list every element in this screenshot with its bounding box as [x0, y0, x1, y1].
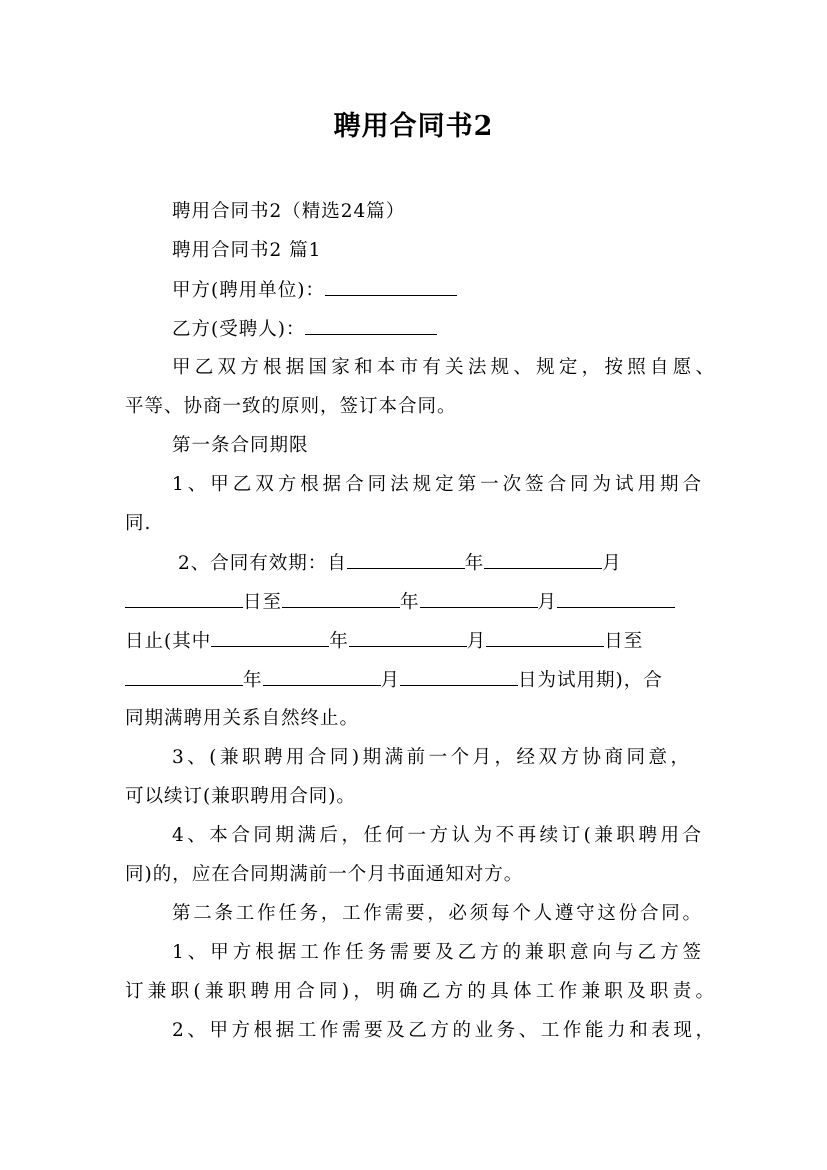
paragraph-line: 同)的，应在合同期满前一个月书面通知对方。 [125, 864, 524, 885]
paragraph-line: 订兼职(兼职聘用合同)，明确乙方的具体工作兼职及职责。 [125, 981, 715, 1002]
term-line-1 [178, 550, 698, 577]
article-heading: 第二条工作任务，工作需要，必须每个人遵守这份合同。 [172, 903, 702, 924]
blank-field [484, 550, 602, 569]
party-a-label: 甲方(聘用单位)： [172, 280, 325, 301]
term-text: 月 [466, 631, 487, 652]
term-text: 年 [329, 631, 349, 652]
paragraph-line: 同. [125, 513, 152, 534]
term-line-3 [125, 628, 715, 655]
paragraph-line: 可以续订(兼职聘用合同)。 [125, 786, 356, 807]
term-text: 年 [464, 553, 485, 574]
article-heading: 第一条合同期限 [172, 435, 309, 456]
paragraph-line: 甲乙双方根据国家和本市有关法规、规定，按照自愿、 [172, 357, 715, 378]
term-line-2 [125, 589, 715, 616]
term-text: 年 [243, 670, 263, 691]
term-text: 日至 [243, 592, 283, 613]
blank-field [125, 667, 243, 686]
term-text: 日止(其中 [125, 631, 212, 652]
paragraph-line: 1、甲方根据工作任务需要及乙方的兼职意向与乙方签 [172, 942, 702, 963]
paragraph-line: 同期满聘用关系自然终止。 [125, 708, 360, 729]
term-text: 日至 [604, 631, 644, 652]
blank-field [486, 628, 604, 647]
blank-field [282, 589, 400, 608]
subtitle-line: 聘用合同书2（精选24篇） [172, 201, 406, 222]
blank-field [400, 667, 518, 686]
paragraph-line: 3、(兼职聘用合同)期满前一个月，经双方协商同意， [172, 747, 690, 768]
blank-field [349, 628, 467, 647]
party-b-label: 乙方(受聘人)： [172, 319, 306, 340]
party-b-line [125, 316, 762, 343]
blank-field [125, 589, 243, 608]
blank-field [211, 628, 329, 647]
blank-field [420, 589, 538, 608]
blank-field [347, 550, 465, 569]
term-text: 月 [537, 592, 558, 613]
paragraph-line: 4、本合同期满后，任何一方认为不再续订(兼职聘用合 [172, 825, 702, 846]
paragraph-line: 1、甲乙双方根据合同法规定第一次签合同为试用期合 [172, 474, 702, 495]
term-text: 月 [602, 553, 622, 574]
blank-field [263, 667, 381, 686]
paragraph-line: 2、甲方根据工作需要及乙方的业务、工作能力和表现， [172, 1020, 715, 1041]
party-a-line [125, 277, 762, 304]
party-a-blank [325, 277, 457, 296]
term-text: 日为试用期)，合 [518, 670, 663, 691]
paragraph-line: 平等、协商一致的原则，签订本合同。 [125, 396, 457, 417]
party-b-blank [305, 316, 437, 335]
term-text: 年 [400, 592, 420, 613]
document-title: 聘用合同书2 [333, 111, 494, 142]
section-heading: 聘用合同书2 篇1 [172, 240, 322, 261]
term-line-4 [125, 667, 715, 694]
term-text: 月 [380, 670, 401, 691]
blank-field [557, 589, 675, 608]
term-text: 2、合同有效期：自 [178, 553, 347, 574]
